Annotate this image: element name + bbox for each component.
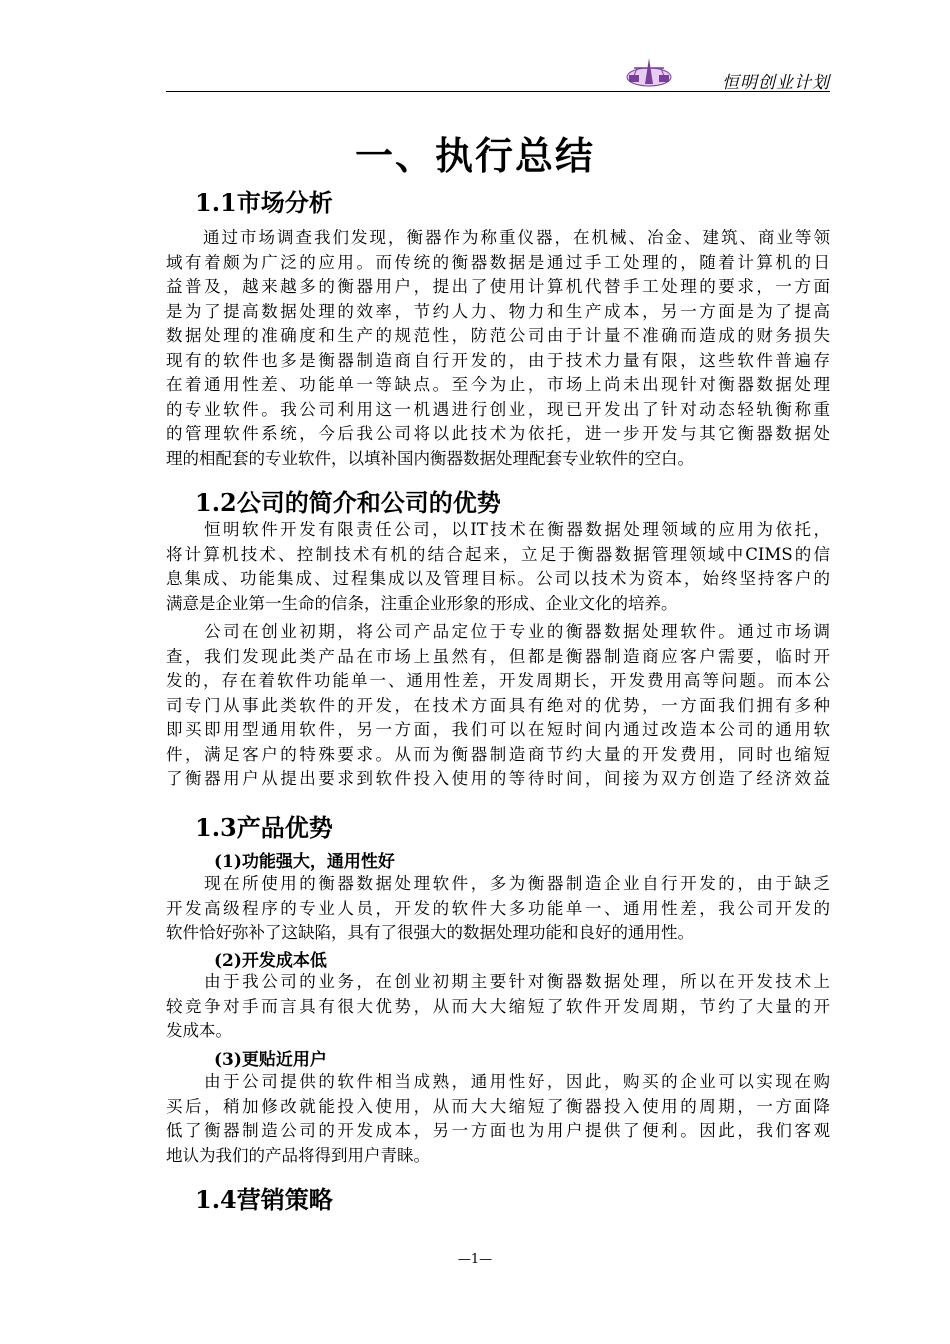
text-line: 由于我公司的业务，在创业初期主要针对衡器数据处理，所以在开发技术上 bbox=[166, 972, 830, 991]
subheading-1: (1)功能强大，通用性好 bbox=[214, 852, 395, 872]
text-line: 发的，存在着软件功能单一、通用性差，开发周期长，开发费用高等问题。而本公 bbox=[166, 671, 830, 690]
text-line: 息集成、功能集成、过程集成以及管理目标。公司以技术为资本，始终坚持客户的 bbox=[166, 569, 830, 588]
subheading-2: (2)开发成本低 bbox=[214, 951, 327, 971]
text-line: 的专业软件。我公司利用这一机遇进行创业，现已开发出了针对动态轻轨衡称重 bbox=[166, 399, 830, 419]
text-line: 低了衡器制造公司的开发成本，另一方面也为用户提供了便利。因此，我们客观 bbox=[166, 1121, 830, 1140]
subheading-3: (3)更贴近用户 bbox=[214, 1050, 327, 1070]
text-line: 较竞争对手而言具有很大优势，从而大大缩短了软件开发周期，节约了大量的开 bbox=[166, 996, 830, 1016]
section-heading-1-3: 1.3产品优势 bbox=[195, 813, 333, 842]
text-line: 的管理软件系统，今后我公司将以此技术为依托，进一步开发与其它衡器数据处 bbox=[166, 424, 830, 443]
text-line: 查，我们发现此类产品在市场上虽然有，但都是衡器制造商应客户需要，临时开 bbox=[166, 646, 830, 666]
section-1-2-paragraph-1 bbox=[166, 518, 830, 616]
text-line: 益普及，越来越多的衡器用户，提出了使用计算机代替手工处理的要求，一方面 bbox=[166, 277, 830, 296]
subsection-2-paragraph bbox=[166, 970, 830, 1044]
page-number: —1— bbox=[457, 1252, 493, 1267]
section-1-1-paragraph bbox=[166, 226, 830, 471]
text-line: 买后，稍加修改就能投入使用，从而大大缩短了衡器投入使用的周期，一方面降 bbox=[166, 1096, 830, 1116]
text-line: 通过市场调查我们发现，衡器作为称重仪器，在机械、冶金、建筑、商业等领 bbox=[166, 228, 830, 247]
page-header bbox=[166, 56, 830, 92]
section-1-2-paragraph-2 bbox=[166, 620, 830, 792]
section-heading-1-2: 1.2公司的简介和公司的优势 bbox=[195, 488, 501, 517]
chapter-title: 一、执行总结 bbox=[354, 133, 595, 178]
text-line: 现在所使用的衡器数据处理软件，多为衡器制造企业自行开发的，由于缺乏 bbox=[166, 874, 830, 893]
header-rule bbox=[166, 91, 830, 92]
text-line: 软件恰好弥补了这缺陷，具有了很强大的数据处理功能和良好的通用性。 bbox=[166, 923, 694, 942]
text-line: 现有的软件也多是衡器制造商自行开发的，由于技术力量有限，这些软件普遍存 bbox=[166, 350, 830, 370]
text-line: 了衡器用户从提出要求到软件投入使用的等待时间，间接为双方创造了经济效益 bbox=[166, 769, 830, 788]
text-line: 开发高级程序的专业人员，开发的软件大多功能单一、通用性差，我公司开发的 bbox=[166, 898, 830, 918]
text-line: 是为了提高数据处理的效率，节约人力、物力和生产成本，另一方面是为了提高 bbox=[166, 301, 830, 321]
subsection-1-paragraph bbox=[166, 872, 830, 946]
subsection-3-paragraph bbox=[166, 1070, 830, 1168]
text-line: 满意是企业第一生命的信条，注重企业形象的形成、企业文化的培养。 bbox=[166, 593, 678, 613]
text-line: 地认为我们的产品将得到用户青睐。 bbox=[166, 1145, 430, 1165]
section-heading-1-1: 1.1市场分析 bbox=[195, 188, 333, 217]
text-line: 恒明软件开发有限责任公司，以IT技术在衡器数据处理领域的应用为依托， bbox=[166, 520, 830, 539]
section-heading-1-4: 1.4营销策略 bbox=[195, 1185, 333, 1214]
text-line: 数据处理的准确度和生产的规范性，防范公司由于计量不准确而造成的财务损失 bbox=[166, 326, 830, 345]
text-line: 在着通用性差、功能单一等缺点。至今为止，市场上尚未出现针对衡器数据处理 bbox=[166, 375, 830, 394]
text-line: 域有着颇为广泛的应用。而传统的衡器数据是通过手工处理的，随着计算机的日 bbox=[166, 252, 830, 272]
company-logo bbox=[626, 56, 672, 90]
text-line: 理的相配套的专业软件，以填补国内衡器数据处理配套专业软件的空白。 bbox=[166, 448, 694, 468]
text-line: 由于公司提供的软件相当成熟，通用性好，因此，购买的企业可以实现在购 bbox=[166, 1072, 830, 1091]
header-title: 恒明创业计划 bbox=[722, 73, 830, 93]
text-line: 公司在创业初期，将公司产品定位于专业的衡器数据处理软件。通过市场调 bbox=[166, 622, 830, 641]
text-line: 件，满足客户的特殊要求。从而为衡器制造商节约大量的开发费用，同时也缩短 bbox=[166, 744, 830, 764]
text-line: 发成本。 bbox=[166, 1021, 232, 1040]
text-line: 即买即用型通用软件，另一方面，我们可以在短时间内通过改造本公司的通用软 bbox=[166, 720, 830, 739]
text-line: 司专门从事此类软件的开发，在技术方面具有绝对的优势，一方面我们拥有多种 bbox=[166, 695, 830, 715]
text-line: 将计算机技术、控制技术有机的结合起来，立足于衡器数据管理领域中CIMS的信 bbox=[166, 544, 830, 564]
